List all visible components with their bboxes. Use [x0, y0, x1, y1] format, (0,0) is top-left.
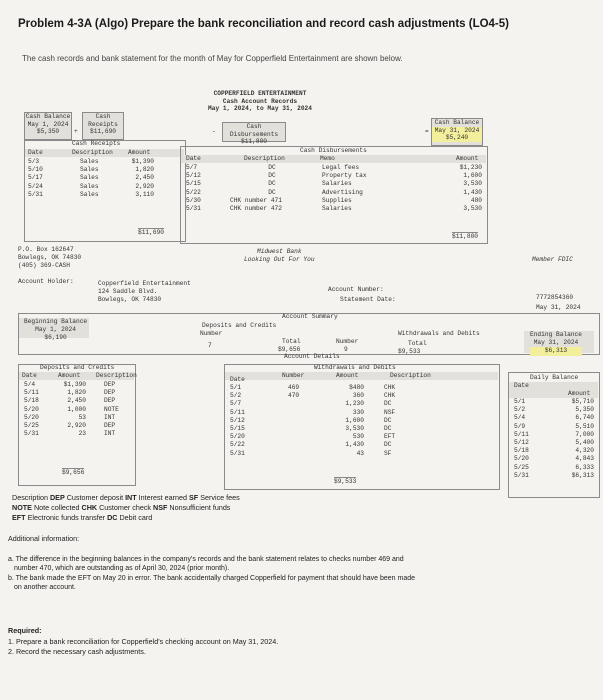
- disb-amounts: $1,230 1,600 3,530 1,430 480 3,530: [459, 164, 482, 213]
- additional-b-line1: b. The bank made the EFT on May 20 in error. The bank accidentally charged Copperfield for payment that should have been made: [8, 575, 416, 582]
- receipts-amounts: $1,390 1,820 2,450 2,920 3,110: [131, 158, 154, 198]
- account-holder-label: Account Holder:: [18, 278, 74, 285]
- bank-name: Midwest Bank Looking Out For You: [244, 248, 315, 263]
- disb-descriptions: DC DC DC DC CHK number 471 CHK number 472: [230, 164, 282, 213]
- bank-address: P.O. Box 162647 Bowlegs, OK 74830 (405) 369-CASH: [18, 246, 82, 270]
- daily-balance-title: Daily Balance: [530, 374, 579, 381]
- withdrawal-amounts: $480 360 1,230 330 1,600 3,530 530 1,430 43: [345, 384, 364, 457]
- disb-memos: Legal fees Property tax Salaries Advertising Supplies Salaries: [322, 164, 367, 213]
- required-item-1: 1. Prepare a bank reconciliation for Copperfield's checking account on May 31, 2024.: [8, 637, 279, 646]
- problem-subtitle: The cash records and bank statement for the month of May for Copperfield Entertainment are shown below.: [22, 54, 403, 63]
- cash-balance-begin: Cash Balance May 1, 2024 $5,350: [24, 112, 72, 140]
- deposit-dates: 5/4 5/11 5/18 5/20 5/20 5/25 5/31: [24, 381, 39, 438]
- cash-disbursements-summary: Cash Disbursements $11,800: [222, 122, 286, 142]
- additional-b-line2: on another account.: [14, 584, 76, 591]
- withdrawals-summary-label: Withdrawals and Debits: [398, 330, 480, 337]
- beginning-balance: Beginning Balance May 1, 2024 $6,190: [24, 318, 88, 342]
- account-holder: Copperfield Entertainment 124 Saddle Blvd. Bowlegs, OK 74830: [98, 280, 191, 304]
- account-details-title: Account Details: [284, 353, 340, 360]
- legend-line-3: EFT Electronic funds transfer DC Debit card: [12, 513, 153, 522]
- withdrawal-numbers: 469 470: [288, 384, 300, 400]
- equals-sign: =: [425, 128, 429, 135]
- deposits-count: 7: [208, 342, 212, 349]
- cash-receipts-summary: Cash Receipts $11,690: [82, 112, 124, 140]
- statement-date-label: Statement Date:: [340, 296, 396, 303]
- required-heading: Required:: [8, 626, 42, 635]
- receipts-descriptions: Sales Sales Sales Sales Sales: [80, 158, 99, 198]
- minus-sign: -: [212, 128, 216, 135]
- disb-dates: 5/7 5/12 5/15 5/22 5/30 5/31: [186, 164, 201, 213]
- deposits-table-title: Deposits and Credits: [40, 364, 115, 371]
- deposit-amounts: $1,390 1,820 2,450 1,000 53 2,920 23: [63, 381, 86, 438]
- withdrawals-table-title: Withdrawals and Debits: [314, 364, 396, 371]
- problem-title: Problem 4-3A (Algo) Prepare the bank reconciliation and record cash adjustments (LO4-5): [18, 18, 509, 30]
- deposit-descriptions: DEP DEP DEP NOTE INT DEP INT: [104, 381, 119, 438]
- withdrawals-count: 9: [344, 346, 348, 353]
- additional-a-line1: a. The difference in the beginning balances in the company's records and the bank statement relates to checks number 469 and: [8, 556, 404, 563]
- required-item-2: 2. Record the necessary cash adjustments.: [8, 647, 146, 656]
- receipts-dates: 5/3 5/10 5/17 5/24 5/31: [28, 158, 43, 198]
- cash-disbursements-title: Cash Disbursements: [300, 147, 367, 154]
- account-number: 7772854360: [536, 294, 574, 301]
- legend-line-2: NOTE Note collected CHK Customer check NSF Nonsufficient funds: [12, 503, 231, 512]
- plus-sign: +: [74, 128, 78, 135]
- daily-amounts: $5,710 5,350 6,740 5,510 7,000 5,400 4,320 4,843 6,333 $6,313: [571, 398, 594, 479]
- additional-heading: Additional information:: [8, 534, 80, 543]
- cash-receipts-title: Cash Receipts: [72, 140, 121, 147]
- ending-balance: Ending Balance May 31, 2024 $6,313: [530, 331, 582, 355]
- withdrawal-descriptions: CHK CHK DC NSF DC DC EFT DC SF: [384, 384, 396, 457]
- cash-records-heading: COPPERFIELD ENTERTAINMENT Cash Account Records May 1, 2024, to May 31, 2024: [208, 90, 312, 113]
- daily-dates: 5/1 5/2 5/4 5/9 5/11 5/12 5/18 5/20 5/25 5/31: [514, 398, 529, 479]
- disb-total: $11,800: [452, 233, 478, 240]
- legend-line-1: Description DEP Customer deposit INT Interest earned SF Service fees: [12, 493, 240, 502]
- cash-balance-end: Cash Balance May 31, 2024 $5,240: [431, 118, 483, 146]
- withdrawals-total-summary: $9,533: [398, 348, 421, 355]
- receipts-total: $11,690: [138, 229, 164, 236]
- member-fdic: Member FDIC: [532, 256, 573, 263]
- account-summary-title: Account Summary: [282, 313, 338, 320]
- additional-a-line2: number 470, which are outstanding as of April 30, 2024 (prior month).: [14, 565, 230, 572]
- withdrawal-dates: 5/1 5/2 5/7 5/11 5/12 5/15 5/20 5/22 5/31: [230, 384, 245, 457]
- statement-date: May 31, 2024: [536, 304, 581, 311]
- withdrawals-total: $9,533: [334, 478, 357, 485]
- deposits-summary-label: Deposits and Credits: [202, 322, 277, 329]
- account-number-label: Account Number:: [328, 286, 384, 293]
- deposits-total: $9,656: [62, 469, 85, 476]
- deposits-total-summary: $9,656: [278, 346, 301, 353]
